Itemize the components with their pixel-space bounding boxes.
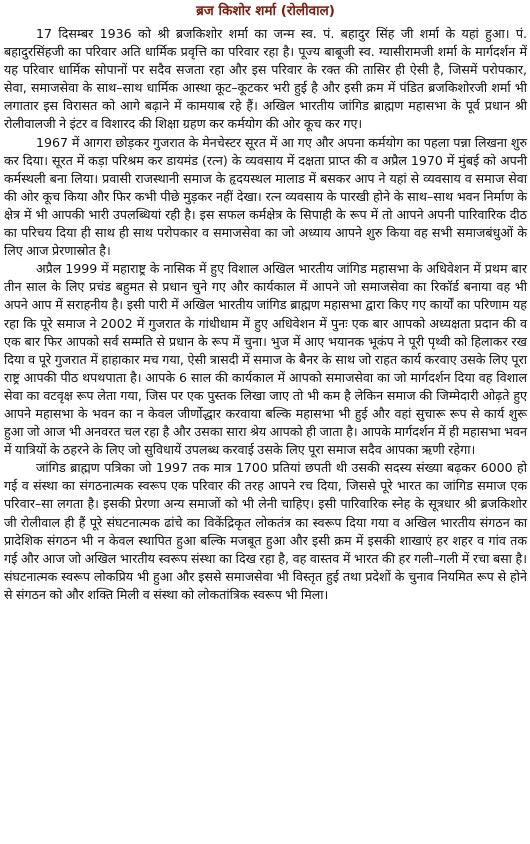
paragraph-patrika-and-organization: जांगिड ब्राह्मण पत्रिका जो 1997 तक मात्र 1700 प्रतियां छपती थी उसकी सदस्य संख्या बढ़कर 6000 हो गई व संस्था का संगठनात्मक स्वरूप एक परिवार की तरह आपने रच दिया, जिससे पूरे भारत का जांगिड समाज एक परिवार–सा लगता है। इसकी प्रेरणा अन्य समाजों को भी लेनी चाहिए। इसी पारिवारिक स्नेह के सूत्रधार श्री ब्रजकिशोर जी रोलीवाल ही हैं पूरे संघटनात्मक ढांचे का विकेंद्रिकृत लोकतंत्र का स्वरूप दिया गया व अखिल भारतीय संगठन का प्रादेशिक संगठन भी न केवल स्थापित हुआ बल्कि मजबूत हुआ और इसी क्रम में इसकी शाखाएं हर शहर व गांव तक गई और आज जो अखिल भारतीय स्वरूप संस्था का दिख रहा है, वह वास्तव में भारत की हर गली–गली में रचा बसा है। संघटनात्मक स्वरूप लोकप्रिय भी हुआ और इससे समाजसेवा भी विस्तृत हुई तथा प्रदेशों के चुनाव नियमित रूप से होने से संगठन को और शक्ति मिली व संस्था को लोकतांत्रिक स्वरूप भी मिला। bbox=[4, 460, 527, 602]
document-title: ब्रज किशोर शर्मा (रोलीवाल) bbox=[196, 3, 335, 19]
paragraph-career-surat-mumbai: 1967 में आगरा छोड़कर गुजरात के मेनचेस्टर सूरत में आ गए और अपना कर्मयोग का पहला पन्ना लिखना शुरु कर दिया। सूरत में कड़ा परिश्रम कर डायमंड (रत्न) के व्यवसाय में दक्षता प्राप्त की व अप्रैल 1970 में मुंबई को अपनी कर्मस्थली बना लिया। प्रवासी राजस्थानी समाज के हृदयस्थल मालाड में बसकर आप ने यहां से व्यवसाय व समाज सेवा की ओर कूच किया और फिर कभी पीछे मुड़कर नहीं देखा। रत्न व्यवसाय के पारखी होने के साथ–साथ भवन निर्माण के क्षेत्र में भी आपकी भारी उपलब्धियां रही है। इस सफल कर्मक्षेत्र के सिपाही के रूप में तो आपने अपनी पारिवारिक दीठ का परिचय दिया ही साथ ही साथ परोपकार व समाजसेवा का जो अध्याय आपने शुरु किया वह सभी समाजबंधुओं के लिए आज प्रेरणास्रोत है। bbox=[4, 134, 527, 259]
paragraph-birth-and-family: 17 दिसम्बर 1936 को श्री ब्रजकिशोर शर्मा का जन्म स्व. पं. बहादुर सिंह जी शर्मा के यहां हुआ। पं. बहादुरसिंहजी का परिवार अति धार्मिक प्रवृत्ति का परिवार रहा है। पूज्य बाबूजी स्व. ग्यासीरामजी शर्मा के मार्गदर्शन में यह परिवार धार्मिक सोपानों पर सदैव सजता रहा और इस परिवार के रक्त की तासिर ही ऐसी है, जिसमें परोपकार, सेवा, समाजसेवा के साथ–साथ धार्मिक आस्था कूट–कूटकर भरी हुई है और इसी क्रम में पंडित ब्रजकिशोरजी शर्मा भी लगातार इस विरासत को आगे बढ़ाने में कामयाब रहे हैं। अखिल भारतीय जांगिड ब्राह्मण महासभा के पूर्व प्रधान श्री रोलीवालजी ने इंटर व विशारद की शिक्षा ग्रहण कर कर्मयोग की ओर कूच कर गए। bbox=[4, 26, 527, 132]
paragraph-mahasabha-presidency: अप्रैल 1999 में महाराष्ट्र के नासिक में हुए विशाल अखिल भारतीय जांगिड महासभा के अधिवेशन में प्रथम बार तीन साल के लिए प्रचंड बहुमत से प्रधान चुने गए और कार्यकाल में आपने जो समाजसेवा का रिकॉर्ड बनाया वह भी अपने आप में सराहनीय है। इसी पारी में अखिल भारतीय जांगिड ब्राह्मण महासभा द्वारा किए गए कार्यों का परिणाम यह रहा कि पूरे समाज ने 2002 में गुजरात के गांधीधाम में हुए अधिवेशन में पुनः एक बार आपको अध्यक्षता प्रदान की व एक बार फिर आपको सर्व सम्मति से प्रधान के रूप में चुना। भुज में आए भयानक भूकंप ने पूरी पृथ्वी को हिलाकर रख दिया व पूरे गुजरात में हाहाकार मच गया, ऐसी त्रासदी में समाज के बैनर के साथ जो राहत कार्य करवाए उसके लिए पूरा राष्ट्र आपकी पीठ थपथपाता है। आपके 6 साल की कार्यकाल में आपको समाजसेवा का जो मार्गदर्शन दिया वह विशाल सेवा का वटवृक्ष रूप लेता गया, जिस पर एक पुस्तक लिखा जाए तो भी कम है लेकिन समाज की जिम्मेदारी ओढ़ते हुए आपने महासभा के भवन का न केवल जीर्णोद्धार करवाया बल्कि महासभा भी हुई और वहां सुचारू रूप से कार्य शुरू हुआ जो आज भी अनवरत चल रहा है और उसका सारा श्रेय आपको ही जाता है। आपके मार्गदर्शन में ही महासभा भवन में यात्रियों के ठहरने के लिए जो सुविधायें उपलब्ध करवाई उसके लिए पूरा समाज सदैव आपका ऋणी रहेगा। bbox=[4, 261, 527, 458]
